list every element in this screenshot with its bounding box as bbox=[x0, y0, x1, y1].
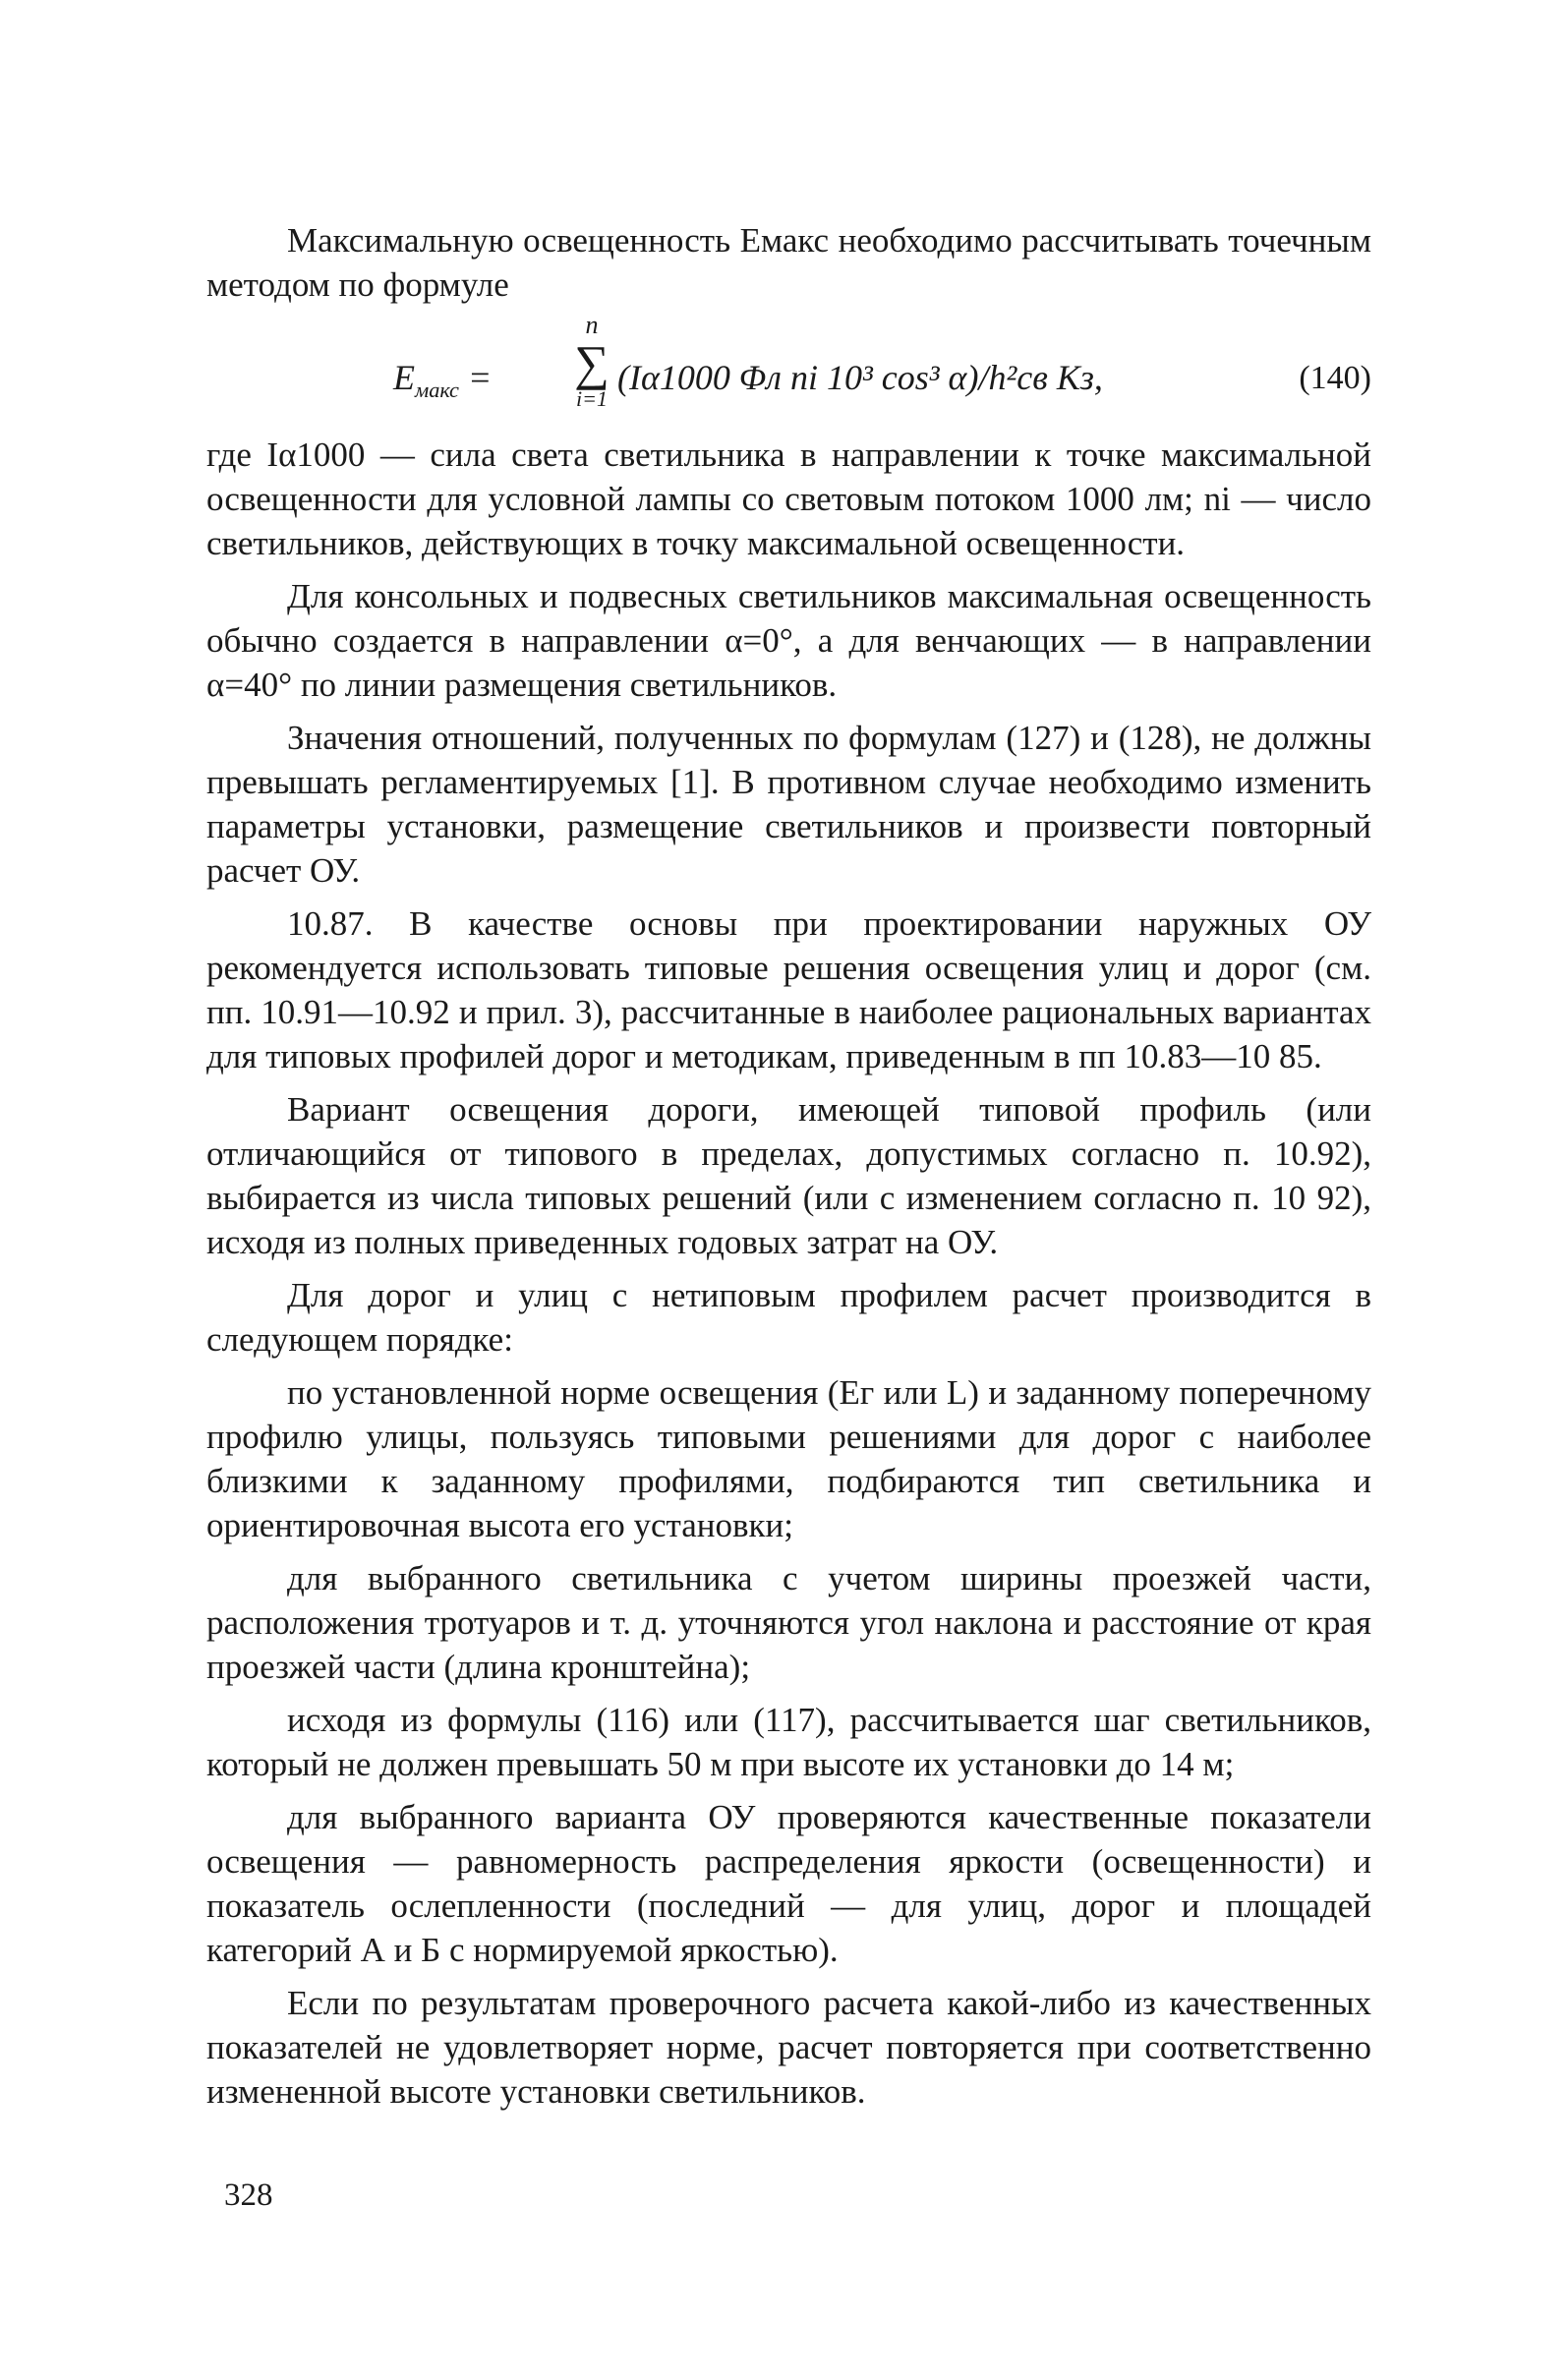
formula-sum-top: n bbox=[585, 311, 599, 339]
formula-number: (140) bbox=[1299, 360, 1371, 396]
formula-lhs-sub: макс bbox=[415, 377, 459, 403]
list-item-step: исходя из формулы (116) или (117), рассчитывается шаг светильников, который не должен превышать 50 м при высоте их установки до 14 м; bbox=[206, 1701, 1371, 1783]
paragraph-definitions: где Iα1000 — сила света светильника в направлении к точке максимальной освещенности для условной лампы со световым потоком 1000 лм; ni — число светильников, действующих в точку максимальной освещенности. bbox=[206, 435, 1371, 562]
paragraph-ratios: Значения отношений, полученных по формулам (127) и (128), не должны превышать регламентируемых [1]. В противном случае необходимо изменить параметры установки, размещение светильников и произвести повторный расчет ОУ. bbox=[206, 719, 1371, 890]
paragraph-nontypical: Для дорог и улиц с нетиповым профилем расчет производится в следующем порядке: bbox=[206, 1276, 1371, 1359]
formula-lhs-symbol: E bbox=[393, 358, 415, 397]
list-item-angle: для выбранного светильника с учетом ширины проезжей части, расположения тротуаров и т. д. уточняются угол наклона и расстояние от края проезжей части (длина кронштейна); bbox=[206, 1559, 1371, 1686]
page-body bbox=[206, 218, 1371, 2122]
formula-sum bbox=[572, 313, 611, 411]
paragraph-repeat: Если по результатам проверочного расчета какой-либо из качественных показателей не удовлетворяет норме, расчет повторяется при соответственно измененной высоте установки светильников. bbox=[206, 1984, 1371, 2111]
formula-rhs: (Iα1000 Φл ni 10³ cos³ α)/h²св Kз, bbox=[617, 358, 1103, 397]
intro-paragraph: Максимальную освещенность Eмакс необходимо рассчитывать точечным методом по формуле bbox=[206, 221, 1371, 304]
formula-sum-bottom: i=1 bbox=[576, 386, 608, 411]
paragraph-10-87: 10.87. В качестве основы при проектировании наружных ОУ рекомендуется использовать типовые решения освещения улиц и дорог (см. пп. 10.91—10.92 и прил. 3), рассчитанные в наиболее рациональных вариантах для типовых профилей дорог и методикам, приведенным в пп 10.83—10 85. bbox=[206, 904, 1371, 1075]
page-number: 328 bbox=[224, 2177, 273, 2213]
sum-sign: ∑ bbox=[574, 335, 610, 390]
paragraph-console: Для консольных и подвесных светильников максимальная освещенность обычно создается в направлении α=0°, а для венчающих — в направлении α=40° по линии размещения светильников. bbox=[206, 577, 1371, 704]
formula-lhs: $E_{макс}$ = bbox=[393, 358, 493, 403]
paragraph-variant: Вариант освещения дороги, имеющей типовой профиль (или отличающийся от типового в пределах, допустимых согласно п. 10.92), выбирается из числа типовых решений (или с изменением согласно п. 10 92), исходя из полных приведенных годовых затрат на ОУ. bbox=[206, 1090, 1371, 1261]
formula-140 bbox=[206, 309, 1371, 427]
list-item-norm: по установленной норме освещения (Eг или L) и заданному поперечному профилю улицы, пользуясь типовыми решениями для дорог с наиболее близкими к заданному профилями, подбираются тип светильника и ориентировочная высота его установки; bbox=[206, 1373, 1371, 1544]
list-item-quality: для выбранного варианта ОУ проверяются качественные показатели освещения — равномерность распределения яркости (освещенности) и показатель ослепленности (последний — для улиц, дорог и площадей категорий А и Б с нормируемой яркостью). bbox=[206, 1798, 1371, 1969]
